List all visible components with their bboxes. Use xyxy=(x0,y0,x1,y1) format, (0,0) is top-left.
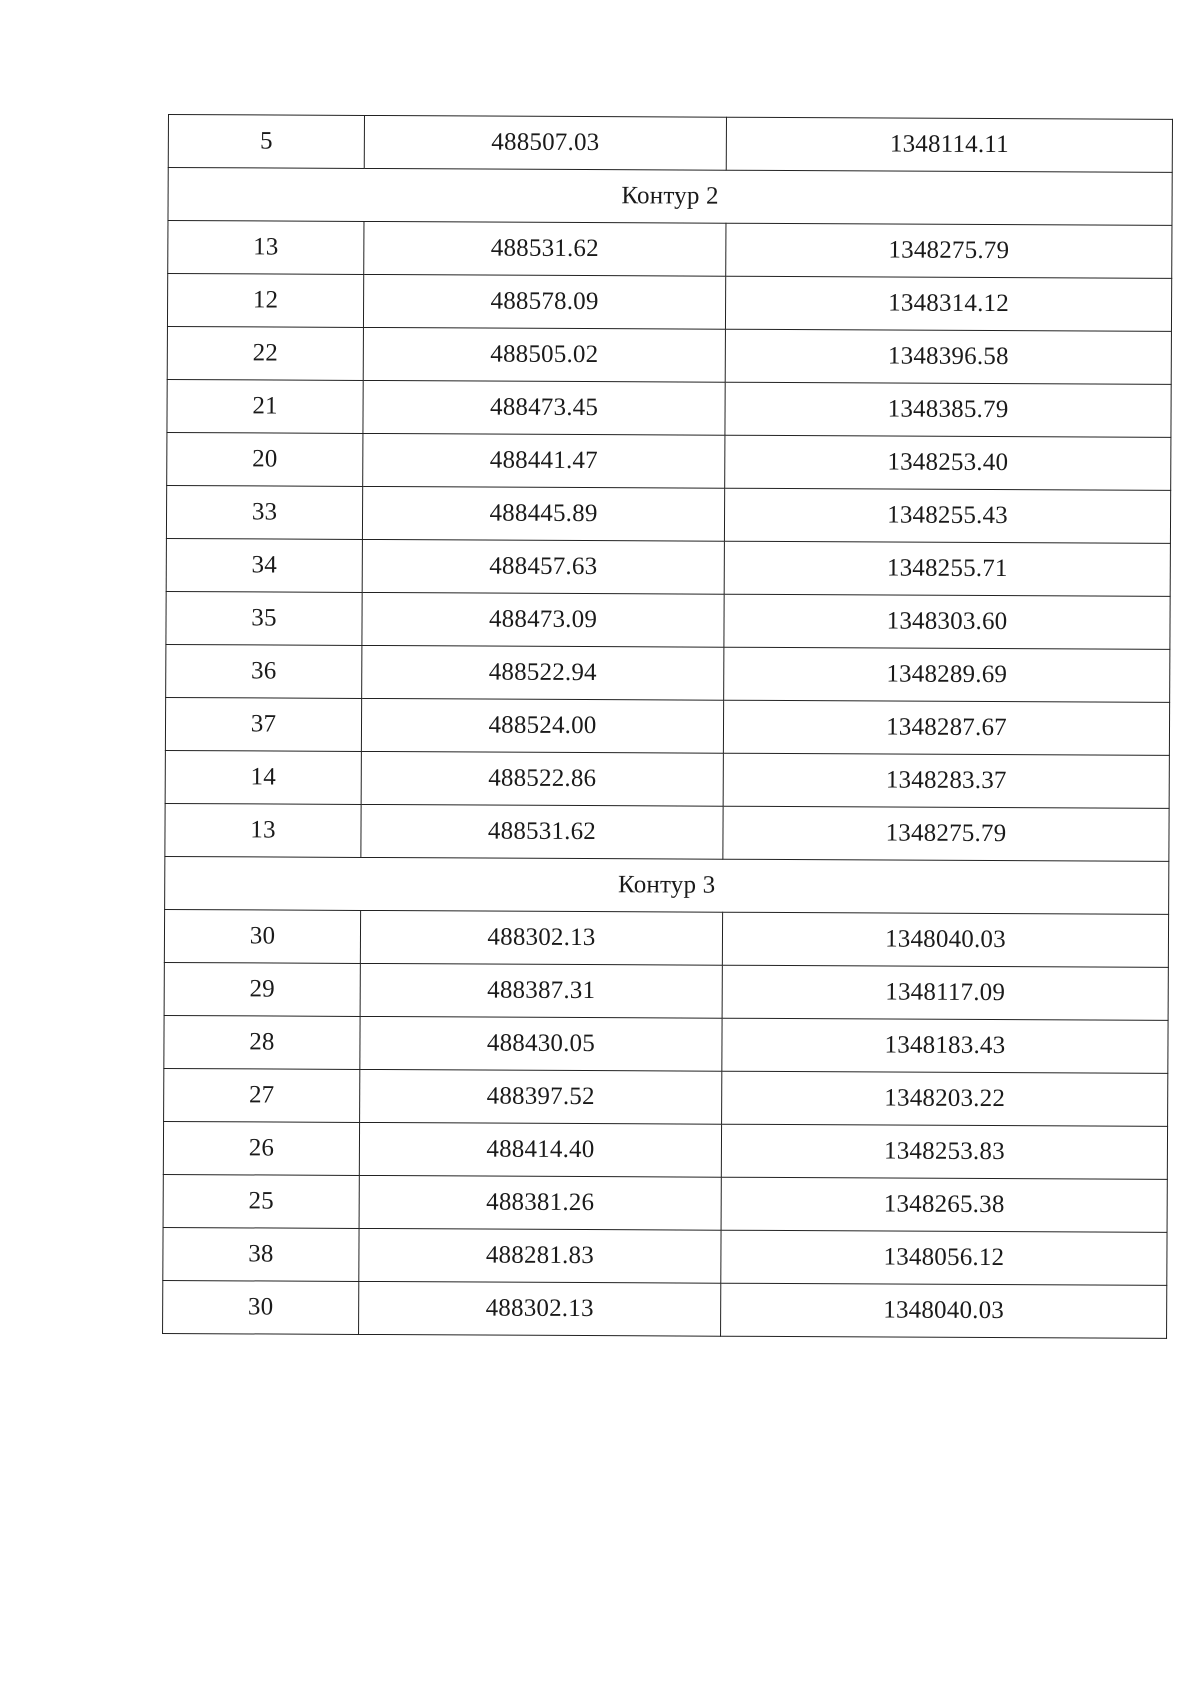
table-row xyxy=(164,962,1168,1020)
x-coordinate-cell: 488524.00 xyxy=(361,698,723,753)
y-coordinate-cell: 1348275.79 xyxy=(723,806,1169,861)
point-number-cell: 35 xyxy=(166,591,362,645)
table-row xyxy=(166,644,1170,702)
point-number-cell: 25 xyxy=(163,1174,359,1228)
x-coordinate-cell: 488397.52 xyxy=(360,1069,722,1124)
point-number-cell: 5 xyxy=(168,115,364,169)
point-number-cell: 12 xyxy=(167,274,363,328)
point-number-cell: 29 xyxy=(164,962,360,1016)
x-coordinate-cell: 488302.13 xyxy=(360,910,722,965)
section-header-row xyxy=(165,856,1169,914)
y-coordinate-cell: 1348283.37 xyxy=(723,753,1169,808)
table-row xyxy=(168,115,1172,173)
y-coordinate-cell: 1348265.38 xyxy=(721,1177,1167,1232)
point-number-cell: 22 xyxy=(167,326,363,380)
y-coordinate-cell: 1348385.79 xyxy=(725,382,1171,437)
x-coordinate-cell: 488281.83 xyxy=(359,1228,721,1283)
coordinates-table xyxy=(162,114,1173,1339)
point-number-cell: 26 xyxy=(163,1121,359,1175)
y-coordinate-cell: 1348396.58 xyxy=(725,329,1171,384)
x-coordinate-cell: 488387.31 xyxy=(360,963,722,1018)
table-row xyxy=(167,274,1171,332)
x-coordinate-cell: 488430.05 xyxy=(360,1016,722,1071)
point-number-cell: 37 xyxy=(165,697,361,751)
section-header-row xyxy=(168,168,1172,226)
table-row xyxy=(165,803,1169,861)
table-row xyxy=(164,1015,1168,1073)
point-number-cell: 27 xyxy=(164,1068,360,1122)
x-coordinate-cell: 488531.62 xyxy=(364,221,726,276)
y-coordinate-cell: 1348253.83 xyxy=(721,1124,1167,1179)
x-coordinate-cell: 488578.09 xyxy=(363,274,725,329)
x-coordinate-cell: 488381.26 xyxy=(359,1175,721,1230)
x-coordinate-cell: 488505.02 xyxy=(363,327,725,382)
point-number-cell: 30 xyxy=(163,1280,359,1334)
point-number-cell: 38 xyxy=(163,1227,359,1281)
table-row xyxy=(163,1280,1167,1338)
y-coordinate-cell: 1348056.12 xyxy=(721,1230,1167,1285)
table-row xyxy=(163,1174,1167,1232)
x-coordinate-cell: 488531.62 xyxy=(361,804,723,859)
y-coordinate-cell: 1348255.43 xyxy=(724,488,1170,543)
y-coordinate-cell: 1348114.11 xyxy=(726,117,1172,172)
point-number-cell: 21 xyxy=(167,379,363,433)
point-number-cell: 20 xyxy=(167,432,363,486)
table-row xyxy=(163,1227,1167,1285)
y-coordinate-cell: 1348303.60 xyxy=(724,594,1170,649)
point-number-cell: 13 xyxy=(168,221,364,275)
table-row xyxy=(167,379,1171,437)
table-row xyxy=(166,538,1170,596)
point-number-cell: 14 xyxy=(165,750,361,804)
coordinates-table-body xyxy=(163,115,1173,1339)
y-coordinate-cell: 1348275.79 xyxy=(726,223,1172,278)
table-row xyxy=(165,750,1169,808)
table-row xyxy=(164,909,1168,967)
point-number-cell: 30 xyxy=(164,909,360,963)
section-title: Контур 2 xyxy=(168,168,1172,226)
section-title: Контур 3 xyxy=(165,856,1169,914)
point-number-cell: 36 xyxy=(166,644,362,698)
x-coordinate-cell: 488507.03 xyxy=(364,115,726,170)
x-coordinate-cell: 488473.09 xyxy=(362,592,724,647)
x-coordinate-cell: 488522.86 xyxy=(361,751,723,806)
table-row xyxy=(168,221,1172,279)
x-coordinate-cell: 488522.94 xyxy=(362,645,724,700)
x-coordinate-cell: 488445.89 xyxy=(362,486,724,541)
y-coordinate-cell: 1348040.03 xyxy=(722,912,1168,967)
point-number-cell: 28 xyxy=(164,1015,360,1069)
table-row xyxy=(166,591,1170,649)
x-coordinate-cell: 488414.40 xyxy=(359,1122,721,1177)
x-coordinate-cell: 488473.45 xyxy=(363,380,725,435)
y-coordinate-cell: 1348287.67 xyxy=(723,700,1169,755)
y-coordinate-cell: 1348183.43 xyxy=(722,1018,1168,1073)
y-coordinate-cell: 1348040.03 xyxy=(721,1283,1167,1338)
table-row xyxy=(167,326,1171,384)
x-coordinate-cell: 488457.63 xyxy=(362,539,724,594)
point-number-cell: 33 xyxy=(166,485,362,539)
point-number-cell: 13 xyxy=(165,803,361,857)
y-coordinate-cell: 1348289.69 xyxy=(724,647,1170,702)
table-row xyxy=(167,432,1171,490)
table-row xyxy=(163,1121,1167,1179)
table-row xyxy=(166,485,1170,543)
x-coordinate-cell: 488441.47 xyxy=(363,433,725,488)
x-coordinate-cell: 488302.13 xyxy=(359,1281,721,1336)
y-coordinate-cell: 1348203.22 xyxy=(722,1071,1168,1126)
point-number-cell: 34 xyxy=(166,538,362,592)
y-coordinate-cell: 1348255.71 xyxy=(724,541,1170,596)
y-coordinate-cell: 1348314.12 xyxy=(725,276,1171,331)
y-coordinate-cell: 1348117.09 xyxy=(722,965,1168,1020)
table-row xyxy=(165,697,1169,755)
y-coordinate-cell: 1348253.40 xyxy=(725,435,1171,490)
table-row xyxy=(164,1068,1168,1126)
